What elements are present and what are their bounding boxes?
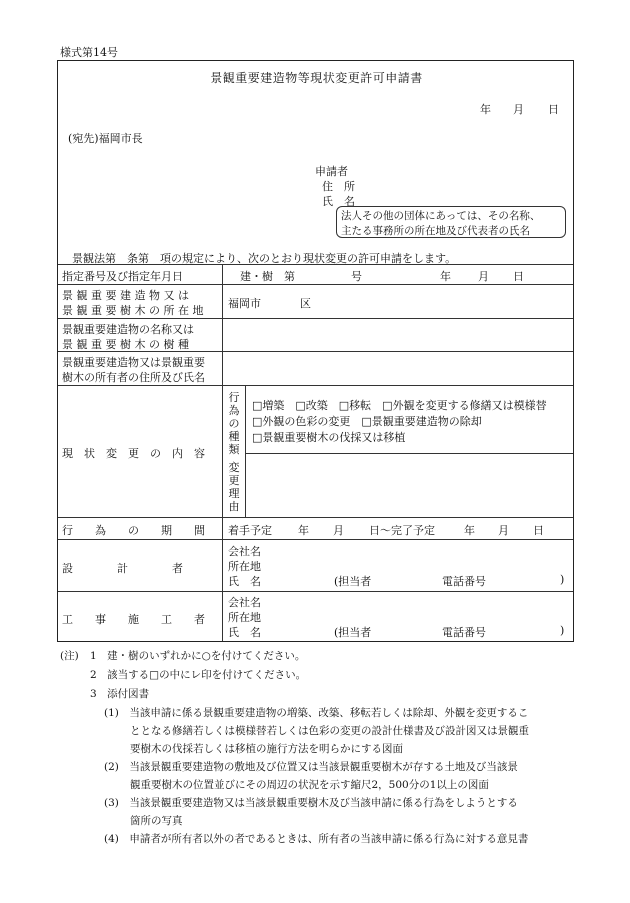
applicant-note-line2: 主たる事務所の所在地及び代表者の氏名: [341, 225, 530, 237]
location-ward: 区: [300, 297, 311, 310]
period-label: 行 為 の 期 間: [62, 524, 205, 537]
designation-prefix: 建・樹 第: [240, 270, 295, 283]
applicant-note-line1: 法人その他の団体にあっては、その名称、: [341, 210, 541, 222]
designation-day: 日: [513, 270, 524, 283]
row-line: [58, 539, 573, 540]
contractor-label: 工 事 施 工 者: [62, 613, 205, 626]
location-label-line1: 景 観 重 要 建 造 物 又 は: [62, 289, 189, 302]
application-form: [57, 60, 574, 642]
contractor-address: 所在地: [228, 611, 261, 624]
label-column-line: [222, 264, 223, 641]
date-month: 月: [513, 103, 524, 116]
note-sub-1-line3: 要樹木の伐採若しくは移植の施行方法を明らかにする図面: [130, 743, 403, 755]
note-sub-1-line1: (1) 当該申請に係る景観重要建造物の増築、改築、移転若しくは除却、外観を変更するこ: [104, 707, 529, 719]
period-start-day: 日～完了予定: [369, 524, 435, 537]
row-line: [58, 591, 573, 592]
location-city: 福岡市: [228, 297, 261, 310]
applicant-name-label: 氏 名: [322, 195, 355, 208]
note-sub-2-line1: (2) 当該景観重要建造物の敷地及び位置又は当該景観重要樹木が存する土地及び当該景: [104, 761, 518, 773]
designer-name: 氏 名: [228, 575, 261, 588]
contractor-contact: (担当者: [334, 626, 372, 639]
addressee: (宛先)福岡市長: [68, 132, 143, 145]
action-type-option-1: □増築 □改築 □移転 □外観を変更する修繕又は模様替: [252, 399, 547, 412]
period-end-month: 月: [498, 524, 509, 537]
change-content-label: 現 状 変 更 の 内 容: [62, 447, 205, 460]
contractor-close-paren: ): [560, 624, 565, 637]
note-sub-1-line2: ととなる修繕若しくは模様替若しくは色彩の変更の設計仕様書及び設計図又は景観重: [130, 725, 529, 737]
owner-label-line1: 景観重要建造物又は景観重要: [62, 356, 205, 369]
contractor-company: 会社名: [228, 596, 261, 609]
designation-number-suffix: 号: [351, 270, 362, 283]
contractor-phone: 電話番号: [442, 626, 486, 639]
date-day: 日: [548, 103, 559, 116]
note-item-1: 1 建・樹のいずれかに○を付けてください。: [90, 650, 306, 662]
period-end-day: 日: [533, 524, 544, 537]
period-end-year: 年: [464, 524, 475, 537]
contractor-name: 氏 名: [228, 626, 261, 639]
form-title: 景観重要建造物等現状変更許可申請書: [210, 71, 423, 85]
application-statement: 景観法第 条第 項の規定により、次のとおり現状変更の許可申請をします。: [72, 252, 457, 265]
form-number: 様式第14号: [60, 46, 118, 59]
note-sub-3-line1: (3) 当該景観重要建造物又は当該景観重要樹木及び当該申請に係る行為をしようとする: [104, 797, 518, 809]
applicant-address-label: 住 所: [322, 180, 355, 193]
period-start-month: 月: [333, 524, 344, 537]
name-species-label-line2: 景 観 重 要 樹 木 の 樹 種: [62, 338, 189, 351]
note-sub-4-line1: (4) 申請者が所有者以外の者であるときは、所有者の当該申請に係る行為に対する意見書: [104, 833, 529, 845]
row-line: [58, 517, 573, 518]
date-year: 年: [480, 103, 491, 116]
change-reason-label: 変更理由: [228, 461, 240, 513]
action-type-label: 行為の種類: [228, 391, 240, 456]
designer-company: 会社名: [228, 545, 261, 558]
action-type-option-2: □外観の色彩の変更 □景観重要建造物の除却: [252, 415, 482, 428]
note-sub-3-line2: 箇所の写真: [130, 815, 183, 827]
note-item-3: 3 添付図書: [90, 688, 150, 700]
designation-label: 指定番号及び指定年月日: [62, 270, 183, 283]
note-sub-2-line2: 観重要樹木の位置並びにその周辺の状況を示す縮尺2，500分の1以上の図面: [130, 779, 489, 791]
designation-year: 年: [440, 270, 451, 283]
row-line: [58, 385, 573, 386]
row-line: [58, 284, 573, 285]
designer-close-paren: ): [560, 573, 565, 586]
period-start-year: 年: [298, 524, 309, 537]
change-sub-line: [245, 453, 573, 454]
designer-contact: (担当者: [334, 575, 372, 588]
name-species-label-line1: 景観重要建造物の名称又は: [62, 323, 194, 336]
subheader-column-line: [245, 385, 246, 517]
designer-phone: 電話番号: [442, 575, 486, 588]
notes-prefix: (注): [60, 650, 79, 662]
designer-label: 設 計 者: [62, 562, 183, 575]
designer-address: 所在地: [228, 560, 261, 573]
action-type-option-3: □景観重要樹木の伐採又は移植: [252, 431, 406, 444]
note-item-2: 2 該当する□の中にレ印を付けてください。: [90, 669, 307, 681]
applicant-label: 申請者: [315, 165, 348, 178]
period-start-label: 着手予定: [228, 524, 272, 537]
table-top-line: [58, 264, 573, 265]
owner-label-line2: 樹木の所有者の住所及び氏名: [62, 371, 205, 384]
location-label-line2: 景 観 重 要 樹 木 の 所 在 地: [62, 304, 204, 317]
designation-month: 月: [478, 270, 489, 283]
row-line: [58, 318, 573, 319]
